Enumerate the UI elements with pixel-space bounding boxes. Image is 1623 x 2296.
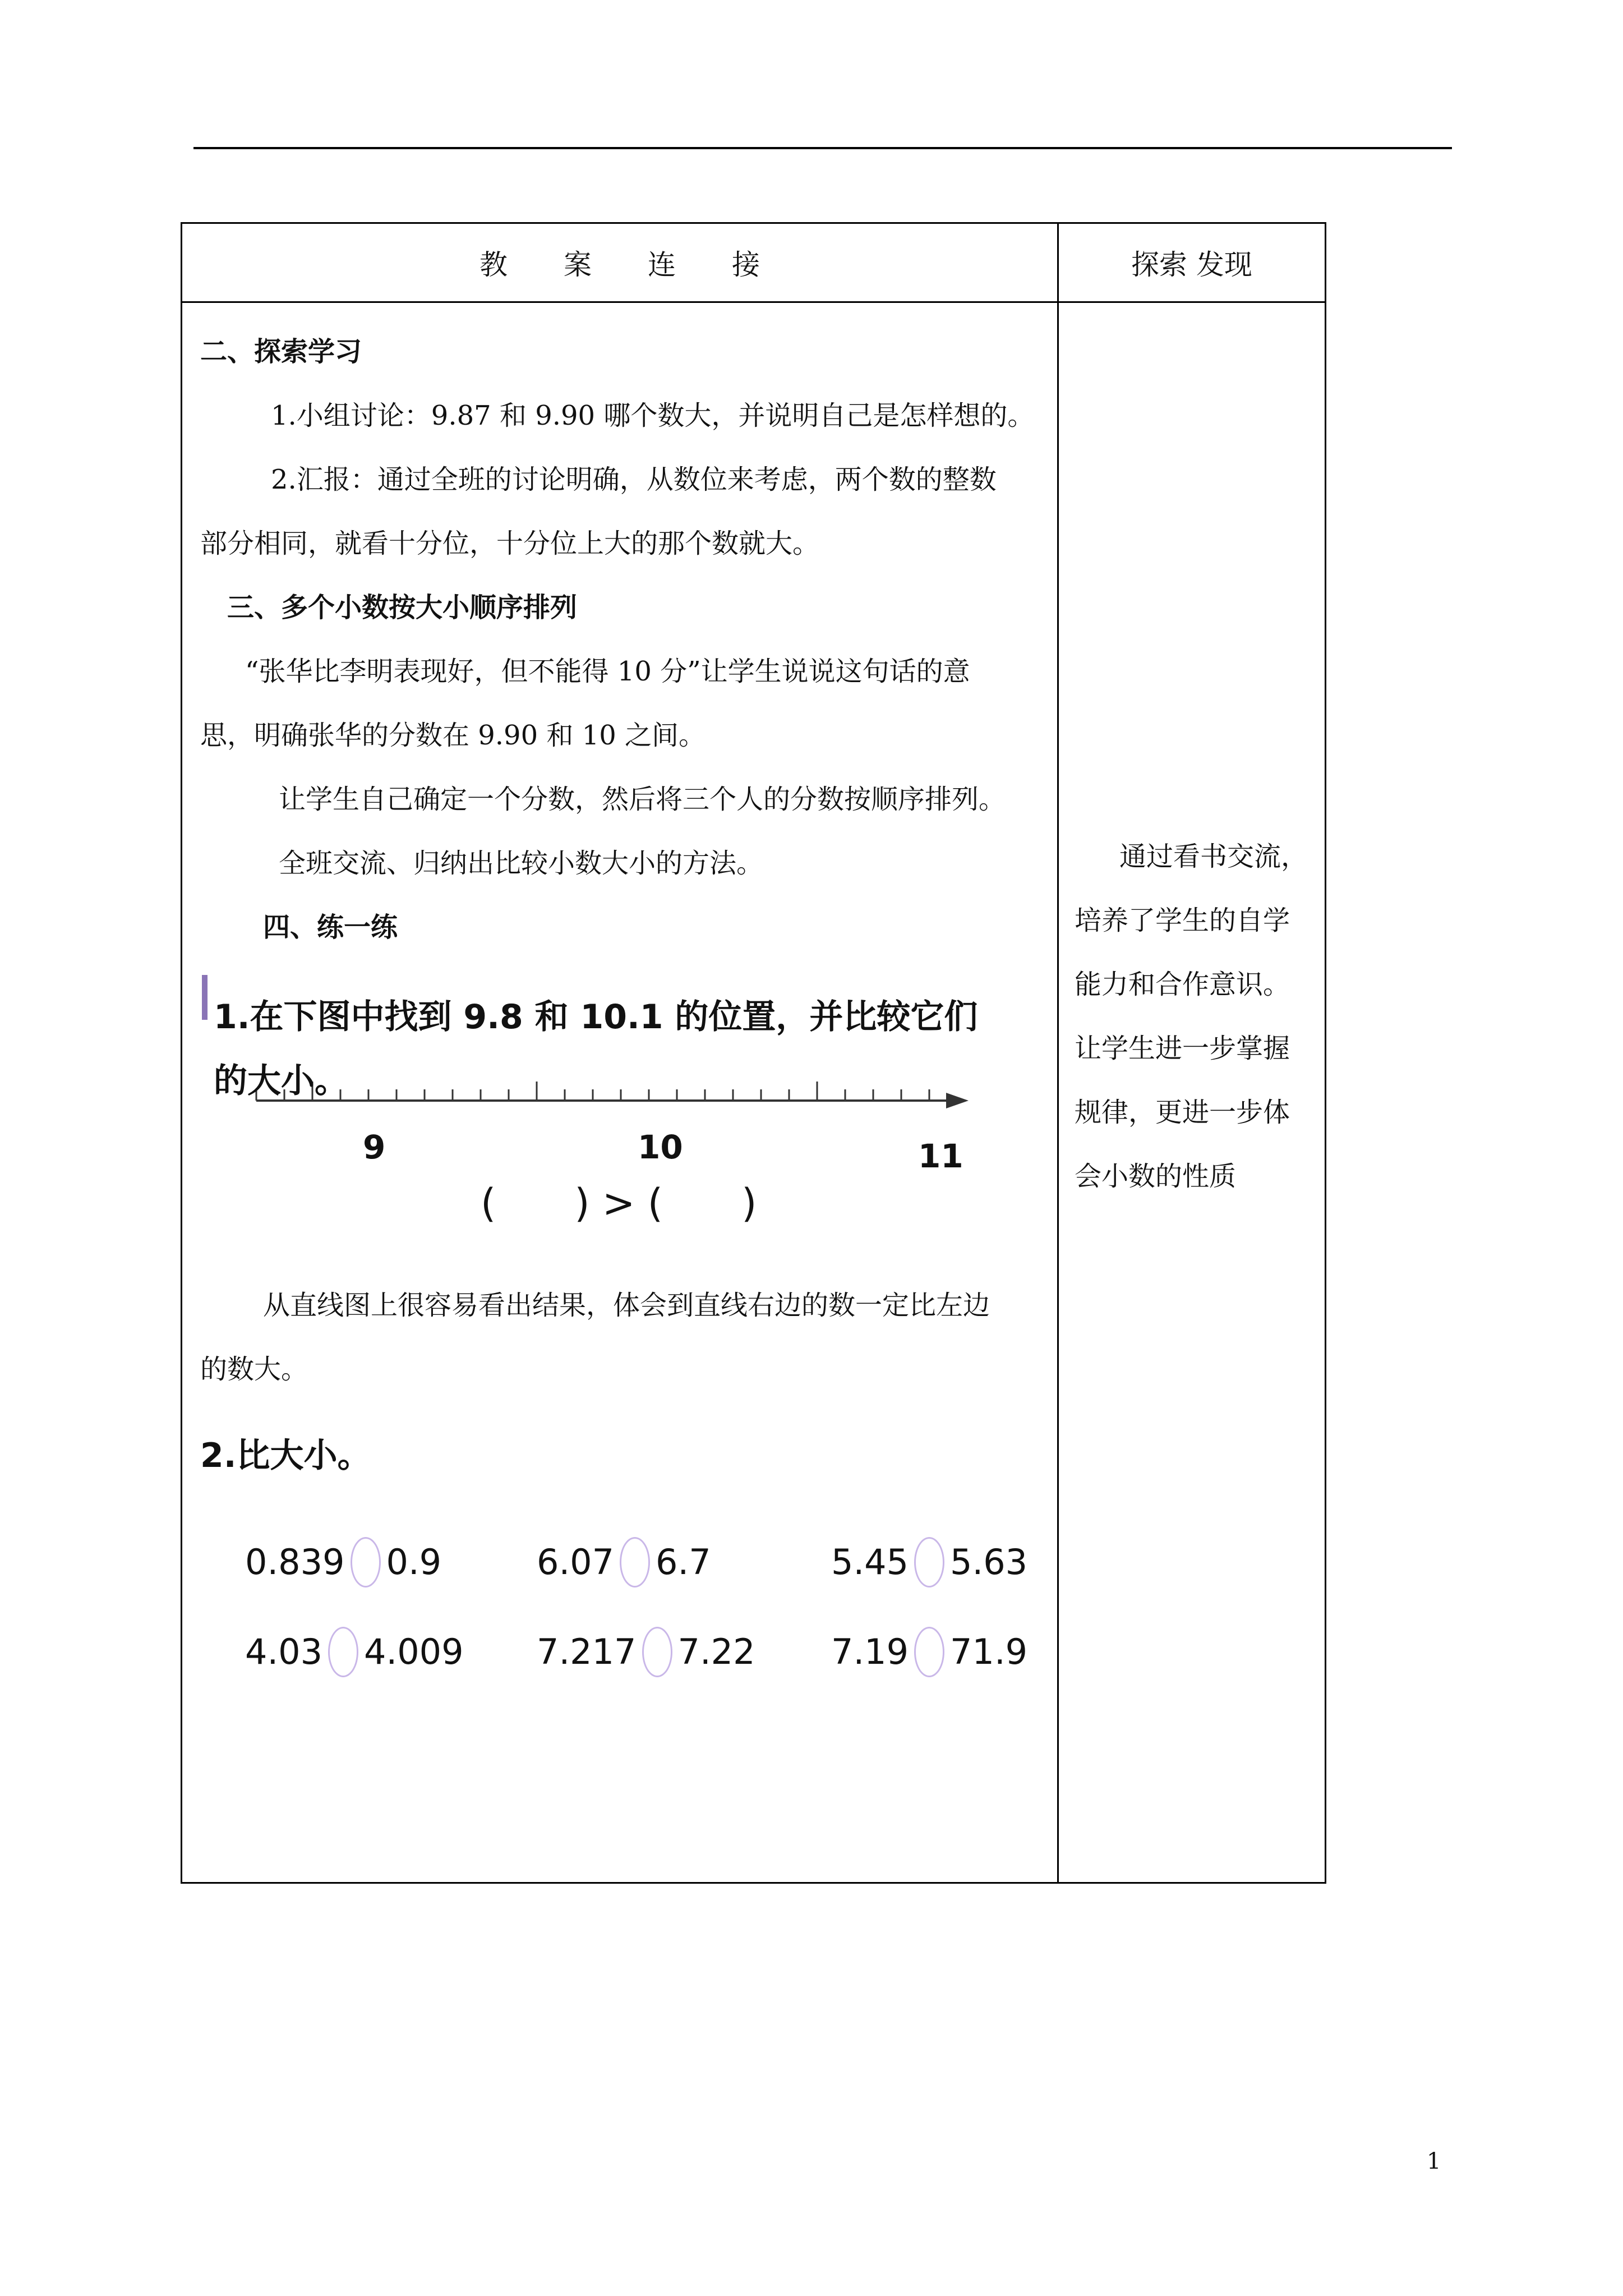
compare-item xyxy=(245,1620,464,1684)
tick-label-11: 11 xyxy=(918,1137,963,1175)
section-heading-3: 三、多个小数按大小顺序排列 xyxy=(227,592,578,623)
side-line: 让学生进一步掌握 xyxy=(1075,1033,1290,1064)
compare-right: 7.22 xyxy=(677,1631,755,1672)
paragraph-5: 全班交流、归纳出比较小数大小的方法。 xyxy=(279,848,764,879)
side-notes xyxy=(1075,825,1321,1208)
side-cell xyxy=(1058,302,1326,1883)
exercise-2-question: 2.比大小。 xyxy=(200,1436,371,1475)
exercise-1-question: 1.在下图中找到 9.8 和 10.1 的位置，并比较它们的大小。 xyxy=(214,997,978,1101)
paragraph-4: 让学生自己确定一个分数，然后将三个人的分数按顺序排列。 xyxy=(279,784,1006,815)
compare-right: 6.7 xyxy=(656,1542,711,1582)
side-line: 规律，更进一步体 xyxy=(1075,1097,1290,1128)
compare-item xyxy=(537,1620,755,1684)
answer-circle[interactable] xyxy=(351,1537,381,1588)
exercise-1-image xyxy=(200,969,980,1267)
side-line: 会小数的性质 xyxy=(1075,1161,1237,1192)
answer-circle[interactable] xyxy=(914,1627,944,1677)
compare-left: 0.839 xyxy=(245,1542,345,1582)
paragraph-1: 1.小组讨论：9.87 和 9.90 哪个数大，并说明自己是怎样想的。 xyxy=(271,400,1035,431)
compare-left: 5.45 xyxy=(831,1542,909,1582)
compare-item xyxy=(537,1530,711,1594)
compare-item xyxy=(831,1620,1027,1684)
header-main: 教 案 连 接 xyxy=(182,223,1058,302)
paragraph-3a: “张华比李明表现好，但不能得 10 分”让学生说说这句话的意 xyxy=(245,656,970,687)
tick-label-9: 9 xyxy=(363,1128,386,1166)
compare-item xyxy=(245,1530,441,1594)
lesson-table xyxy=(181,222,1326,1884)
side-line: 通过看书交流， xyxy=(1119,841,1308,872)
main-cell xyxy=(182,302,1058,1883)
header-rule xyxy=(193,147,1452,149)
exercise-2-image xyxy=(200,1424,1041,1715)
compare-left: 7.19 xyxy=(831,1631,909,1672)
compare-left: 4.03 xyxy=(245,1631,323,1672)
paragraph-2a: 2.汇报：通过全班的讨论明确，从数位来考虑，两个数的整数 xyxy=(271,464,997,495)
lesson-content xyxy=(200,320,1041,1715)
answer-circle[interactable] xyxy=(642,1627,672,1677)
answer-circle[interactable] xyxy=(620,1537,650,1588)
paragraph-6a: 从直线图上很容易看出结果，体会到直线右边的数一定比左边 xyxy=(263,1290,990,1321)
paragraph-6b: 的数大。 xyxy=(200,1354,308,1385)
side-line: 培养了学生的自学 xyxy=(1075,905,1290,936)
section-heading-4: 四、练一练 xyxy=(263,912,398,943)
compare-right: 71.9 xyxy=(950,1631,1028,1672)
compare-left: 7.217 xyxy=(537,1631,637,1672)
answer-circle[interactable] xyxy=(328,1627,358,1677)
answer-circle[interactable] xyxy=(914,1537,944,1588)
compare-brackets: ( ) > ( ) xyxy=(481,1180,757,1226)
compare-right: 4.009 xyxy=(364,1631,464,1672)
compare-item xyxy=(831,1530,1027,1594)
compare-left: 6.07 xyxy=(537,1542,615,1582)
page-number: 1 xyxy=(1427,2148,1441,2174)
tick-label-10: 10 xyxy=(638,1128,683,1166)
compare-right: 5.63 xyxy=(950,1542,1028,1582)
compare-right: 0.9 xyxy=(386,1542,442,1582)
paragraph-3b: 思，明确张华的分数在 9.90 和 10 之间。 xyxy=(200,720,706,751)
side-line: 能力和合作意识。 xyxy=(1075,969,1290,1000)
paragraph-2b: 部分相同，就看十分位，十分位上大的那个数就大。 xyxy=(200,528,820,559)
section-heading-2: 二、探索学习 xyxy=(200,336,362,367)
header-side: 探索 发现 xyxy=(1058,223,1326,302)
